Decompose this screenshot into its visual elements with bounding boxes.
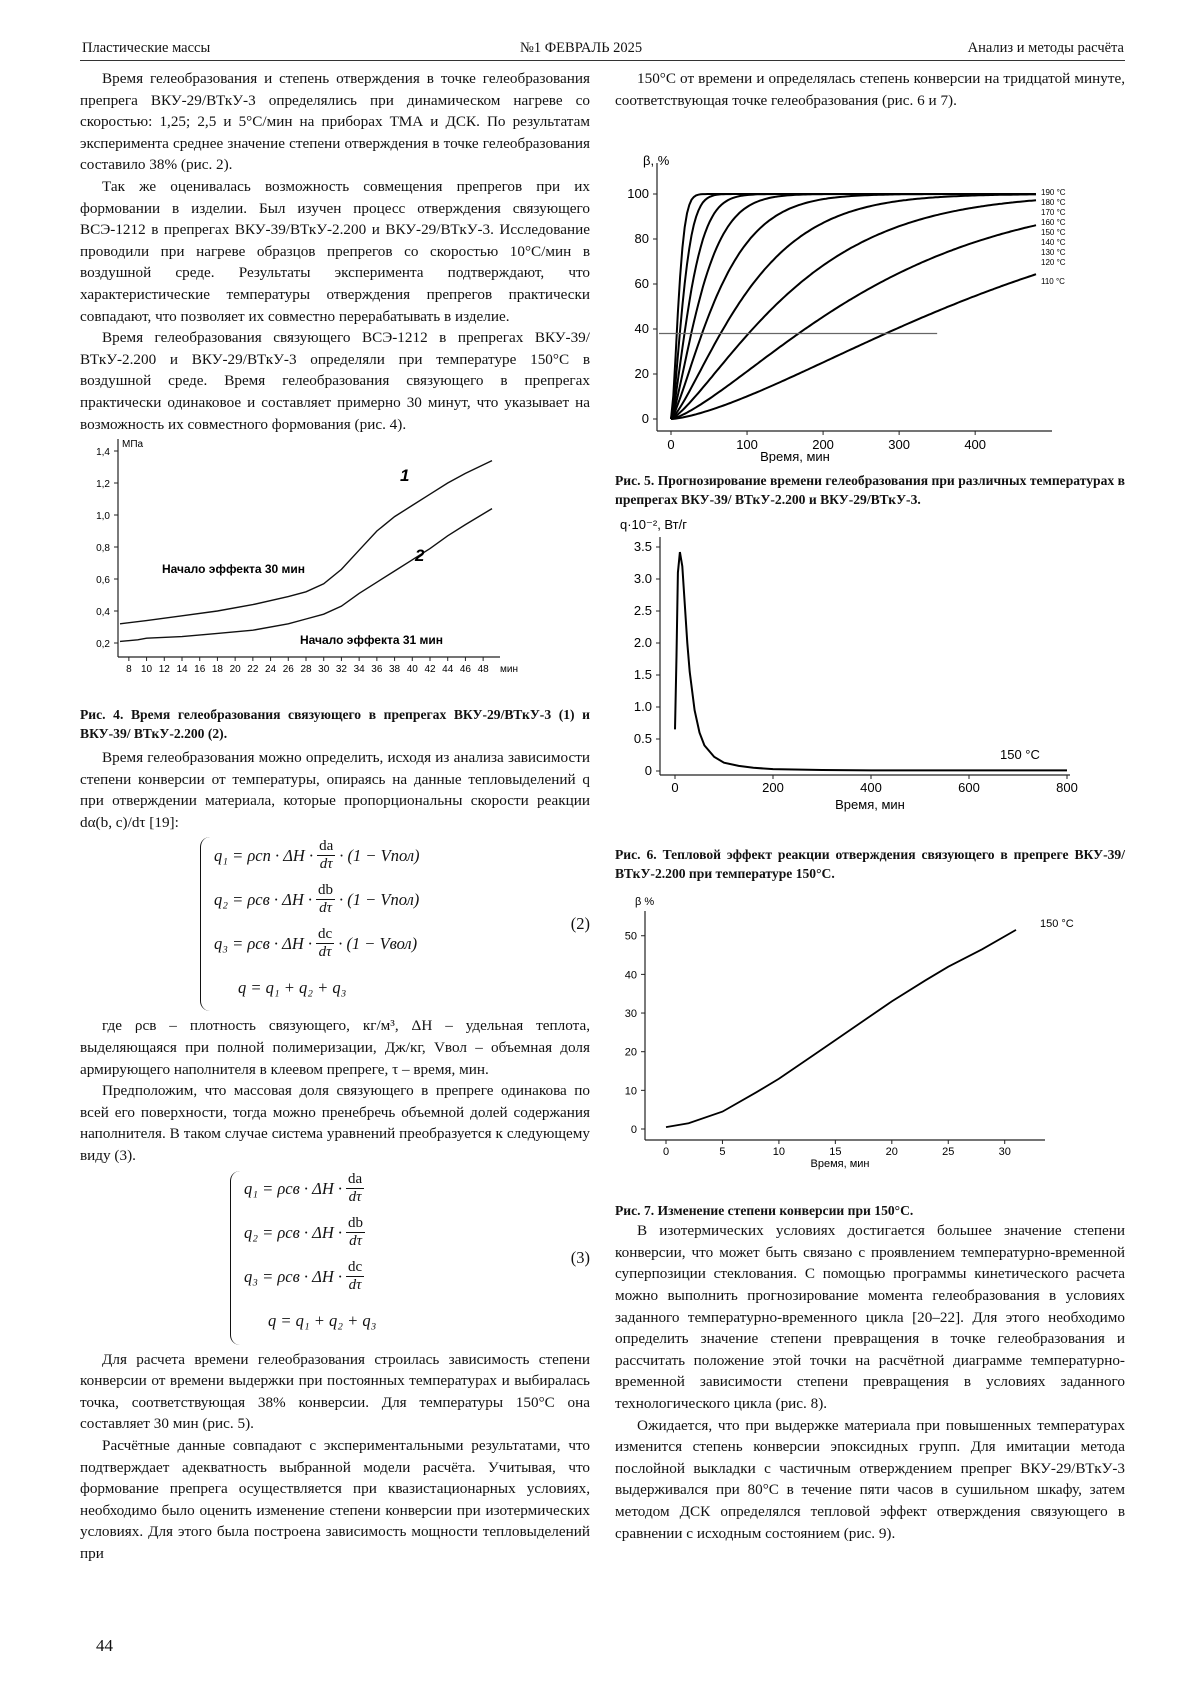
y-tick-label: 0.5 <box>633 731 652 747</box>
numerator: da <box>348 1171 363 1188</box>
fraction <box>346 1215 365 1250</box>
y-axis-label: q·10⁻², Вт/г <box>620 519 687 533</box>
series-line <box>671 274 1036 419</box>
y-tick-label: 30 <box>624 1008 637 1021</box>
equation-line <box>230 1167 590 1211</box>
brace <box>230 1171 241 1345</box>
equation-lhs: q₂ = ρсв · ΔH · <box>214 889 313 909</box>
series-label: 130 °C <box>1041 248 1066 258</box>
series-label: 140 °C <box>1041 238 1066 248</box>
series-line <box>675 552 1067 770</box>
series-label: 160 °C <box>1041 218 1066 228</box>
equation-2 <box>200 833 590 1015</box>
x-tick-label: 26 <box>282 664 294 676</box>
x-tick-label: 0 <box>671 780 679 796</box>
numerator: da <box>319 837 334 854</box>
x-tick-label: 600 <box>958 780 980 796</box>
x-axis-label: Время, мин <box>810 1158 870 1171</box>
x-tick-label: 22 <box>247 664 259 676</box>
fraction <box>317 838 335 873</box>
x-tick-label: 25 <box>942 1146 955 1159</box>
equation-3 <box>230 1167 590 1349</box>
denominator: dτ <box>348 1189 362 1206</box>
x-tick-label: 300 <box>888 437 910 453</box>
paragraph: Предположим, что массовая доля связующего в препреге одинакова по всей его поверхности, тогда можно пренебречь объемной долей содержания наполнителя. В таком случае система уравнений преобразуется к следующему виду (3). <box>80 1082 590 1165</box>
equation-number: (3) <box>570 1247 590 1267</box>
y-tick-label: 1,2 <box>96 479 110 491</box>
equation-lhs: q = q₁ + q₂ + q₃ <box>268 1310 377 1330</box>
x-tick-label: 16 <box>194 664 206 676</box>
equation-lhs: q₃ = ρсв · ΔH · <box>214 933 313 953</box>
x-tick-label: 8 <box>126 664 132 676</box>
equation-lhs: q₃ = ρсв · ΔH · <box>244 1266 343 1286</box>
y-axis-label: МПа <box>122 439 144 451</box>
x-tick-label: 18 <box>211 664 223 676</box>
figure-7-caption: Рис. 7. Изменение степени конверсии при 150°C. <box>615 1203 914 1219</box>
x-tick-label: 28 <box>300 664 312 676</box>
journal-name: Пластические массы <box>82 40 211 56</box>
equation-rhs: · (1 − Vпол) <box>339 845 420 865</box>
y-tick-label: 20 <box>624 1046 637 1059</box>
equation-line <box>230 1255 590 1299</box>
paragraph: 150°C от времени и определялась степень конверсии на тридцатой минуте, соответствующая точке гелеобразования (рис. 6 и 7). <box>615 70 1125 109</box>
numerator: db <box>348 1215 364 1232</box>
y-tick-label: 0,2 <box>96 639 110 651</box>
figure-5-caption: Рис. 5. Прогнозирование времени гелеобразования при различных температурах в препрегах ВКУ-39/ ВТкУ-2.200 и ВКУ-29/ВТкУ-3. <box>615 473 1125 508</box>
y-axis-label: β, % <box>643 153 670 169</box>
equation-lhs: q₁ = ρсв · ΔH · <box>244 1178 343 1198</box>
y-tick-label: 10 <box>624 1085 637 1098</box>
y-tick-label: 1,0 <box>96 511 110 523</box>
equation-line <box>200 965 590 1009</box>
series-line <box>671 195 1036 420</box>
legend-label: 150 °C <box>1040 918 1074 931</box>
y-tick-label: 2.0 <box>633 635 652 651</box>
x-tick-label: 36 <box>371 664 383 676</box>
y-tick-label: 0 <box>641 411 649 427</box>
series-line <box>671 225 1036 419</box>
equation-lhs: q₁ = ρсп · ΔH · <box>214 845 314 865</box>
x-tick-label: 42 <box>424 664 436 676</box>
series-label: 2 <box>415 546 425 566</box>
series-line <box>671 194 1036 419</box>
series-label: 150 °C <box>1041 228 1066 238</box>
figure-5-chart <box>615 113 1125 463</box>
fraction <box>346 1259 364 1294</box>
x-tick-label: 14 <box>176 664 188 676</box>
fraction <box>316 882 335 917</box>
figure-6-chart <box>615 519 1125 839</box>
figure-4-caption: Рис. 4. Время гелеобразования связующего в препрегах ВКУ-29/ВТкУ-3 (1) и ВКУ-39/ ВТкУ-2.200 (2). <box>80 707 590 742</box>
x-tick-label: 800 <box>1056 780 1078 796</box>
y-tick-label: 60 <box>634 276 649 292</box>
series-line <box>666 930 1016 1127</box>
series-label: 120 °C <box>1041 258 1066 268</box>
x-axis-label: Время, мин <box>835 797 905 813</box>
x-tick-label: 20 <box>229 664 241 676</box>
x-tick-label: 20 <box>885 1146 898 1159</box>
paragraph: где ρсв – плотность связующего, кг/м³, ΔH – удельная теплота, выделяющаяся при полной полимеризации, Дж/кг, Vвол – объемная доля армирующего наполнителя в клеевом препреге, τ – время, мин. <box>80 1017 590 1078</box>
equation-line <box>200 921 590 965</box>
series-line <box>671 194 1036 419</box>
x-tick-label: 32 <box>335 664 347 676</box>
x-tick-label: 30 <box>318 664 330 676</box>
x-tick-label: 10 <box>141 664 153 676</box>
y-tick-label: 3.0 <box>633 571 652 587</box>
x-tick-label: 0 <box>667 437 675 453</box>
series-label: 180 °C <box>1041 198 1066 208</box>
denominator: dτ <box>319 899 332 916</box>
y-tick-label: 100 <box>627 186 649 202</box>
issue-info: №1 ФЕВРАЛЬ 2025 <box>520 40 643 56</box>
y-tick-label: 0,6 <box>96 575 110 587</box>
x-tick-label: 400 <box>860 780 882 796</box>
equation-lhs: q = q₁ + q₂ + q₃ <box>238 977 347 997</box>
equation-line <box>200 833 590 877</box>
x-tick-label: 200 <box>812 437 834 453</box>
paragraph: Так же оценивалась возможность совмещения препрегов при их формовании в изделии. Был изучен процесс отверждения связующего ВСЭ-1212 в препрегах ВКУ-39/ВТкУ-2.200 и ВКУ-29/ВТкУ-3. Исследование проводили при нагреве образцов препрегов со скоростью 10°C/мин в воздушной среде. Результаты эксперимента подтверждают, что характеристические температуры отверждения препрегов практически совпадают, что позволяет их совместно перерабатывать в изделие. <box>80 177 590 325</box>
denominator: dτ <box>318 943 332 960</box>
equation-number: (2) <box>570 914 590 934</box>
x-tick-label: 30 <box>998 1146 1011 1159</box>
numerator: dc <box>318 925 333 942</box>
x-tick-label: 40 <box>406 664 418 676</box>
equation-line <box>230 1211 590 1255</box>
series-line <box>671 194 1036 419</box>
figure-4-chart <box>80 439 590 699</box>
left-column <box>80 68 590 1565</box>
x-tick-label: 24 <box>265 664 277 676</box>
series-label: 1 <box>400 466 410 486</box>
x-tick-label: 200 <box>762 780 784 796</box>
paragraph: Расчётные данные совпадают с экспериментальными результатами, что подтверждает адекватность выбранной модели расчёта. Учитывая, что формование препрега осуществляется при квазистационарных условиях, необходимо было оценить изменение степени конверсии при изотермических условиях. Для этого была построена зависимость мощности тепловыделений при <box>80 1437 590 1562</box>
y-tick-label: 1.5 <box>633 667 652 683</box>
equation-line <box>200 877 590 921</box>
x-tick-label: 10 <box>772 1146 786 1159</box>
x-tick-label: 38 <box>389 664 401 676</box>
equation-rhs: · (1 − Vпол) <box>339 889 420 909</box>
section-name: Анализ и методы расчёта <box>967 40 1124 56</box>
header-rule <box>80 60 1125 61</box>
series-label: 170 °C <box>1041 208 1066 218</box>
fraction <box>316 926 334 961</box>
series-label: 110 °C <box>1041 277 1065 287</box>
y-tick-label: 0,4 <box>96 607 110 619</box>
numerator: dc <box>348 1259 363 1276</box>
denominator: dτ <box>348 1277 362 1294</box>
paragraph: Время гелеобразования связующего ВСЭ-1212 в препрегах ВКУ-39/ВТкУ-2.200 и ВКУ-29/ВТкУ-3 определяли при температуре 150°C в воздушной среде. Время гелеобразования связующего в препрегах практически одинаковое и составляет примерно 30 минут, что указывает на возможность их совместного формования (рис. 4). <box>80 329 590 433</box>
figure-6-caption: Рис. 6. Тепловой эффект реакции отверждения связующего в препреге ВКУ-39/ВТкУ-2.200 при температуре 150°C. <box>615 847 1125 882</box>
annotation: Начало эффекта 30 мин <box>162 562 306 577</box>
fraction <box>346 1171 364 1206</box>
x-axis-label: Время, мин <box>760 449 830 464</box>
y-tick-label: 1.0 <box>633 699 652 715</box>
y-tick-label: 80 <box>634 231 649 247</box>
paragraph: Ожидается, что при выдержке материала при повышенных температурах изменится степень конверсии эпоксидных групп. Для имитации метода послойной выкладки с частичным отверждением препрег ВКУ-29/ВТкУ-3 выдерживался при 80°C в течение пяти часов в сушильном шкафу, затем методом ДСК определялся тепловой эффект отверждения связующего в сравнении с исходным состоянием (рис. 9). <box>615 1416 1125 1542</box>
y-tick-label: 0 <box>630 1124 637 1137</box>
x-tick-label: 34 <box>353 664 365 676</box>
right-column <box>615 68 1125 1544</box>
numerator: db <box>318 881 334 898</box>
denominator: dτ <box>349 1233 362 1250</box>
series-line <box>671 194 1036 419</box>
annotation: Начало эффекта 31 мин <box>300 633 444 648</box>
y-tick-label: 40 <box>634 321 649 337</box>
y-axis-label: β % <box>635 897 655 909</box>
y-tick-label: 3.5 <box>633 539 652 555</box>
y-tick-label: 0 <box>644 763 652 779</box>
y-tick-label: 40 <box>624 969 637 982</box>
equation-rhs: · (1 − Vвол) <box>338 933 418 953</box>
page-number: 44 <box>96 1636 113 1655</box>
x-tick-label: 15 <box>829 1146 842 1159</box>
y-tick-label: 20 <box>634 366 649 382</box>
y-tick-label: 0,8 <box>96 543 110 555</box>
paragraph: Время гелеобразования можно определить, исходя из анализа зависимости степени конверсии от температуры, опираясь на данные тепловыделений q при отверждении материала, которые пропорциональны скорости реакции dα(b, c)/dτ [19]: <box>80 749 590 831</box>
equation-line <box>230 1299 590 1343</box>
paragraph: Время гелеобразования и степень отверждения в точке гелеобразования препрега ВКУ-29/ВТкУ-3 определялись при динамическом нагреве со скоростью: 1,25; 2,5 и 5°C/мин на приборах ТМА и ДСК. По результатам эксперимента среднее значение степени отверждения в точке гелеобразования составило 38% (рис. 2). <box>80 70 590 174</box>
x-tick-label: 400 <box>964 437 987 453</box>
y-tick-label: 2.5 <box>633 603 652 619</box>
legend-label: 150 °C <box>1000 747 1040 763</box>
x-tick-label: 48 <box>477 664 489 676</box>
equation-lhs: q₂ = ρсв · ΔH · <box>244 1222 343 1242</box>
series-label: 190 °C <box>1041 188 1066 198</box>
x-tick-label: 44 <box>442 664 454 676</box>
paragraph: В изотермических условиях достигается большее значение степени конверсии, что может быть связано с проявлением температурно-временной суперпозиции стеклования. С помощью программы кинетического расчета можно выполнить прогнозирование момента гелеобразования в условиях заданного температурно-временного цикла [20–22]. Для этого необходимо определить значение степени превращения в точке гелеобразования и рассчитать положение этой точки на расчётной диаграмме температурно-временной зависимости степени превращения в условиях заданного технологического цикла (рис. 8). <box>615 1222 1125 1412</box>
brace <box>200 837 211 1011</box>
denominator: dτ <box>319 855 333 872</box>
paragraph: Для расчета времени гелеобразования строилась зависимость степени конверсии от времени выдержки при постоянных температурах и выбиралась точка, соответствующая 38% конверсии. Для температуры 150°C она составляет 30 мин (рис. 5). <box>80 1350 590 1433</box>
y-tick-label: 50 <box>624 930 637 943</box>
series-line <box>671 194 1036 419</box>
figure-7-chart <box>615 897 1125 1197</box>
x-tick-label: 0 <box>662 1146 670 1159</box>
x-tick-label: 12 <box>158 664 170 676</box>
x-tick-label: 5 <box>719 1146 726 1159</box>
y-tick-label: 1,4 <box>96 447 110 459</box>
x-tick-label: 46 <box>459 664 471 676</box>
series-line-1 <box>120 461 492 624</box>
x-tick-label: 100 <box>736 437 758 453</box>
x-axis-label: мин <box>500 664 518 676</box>
